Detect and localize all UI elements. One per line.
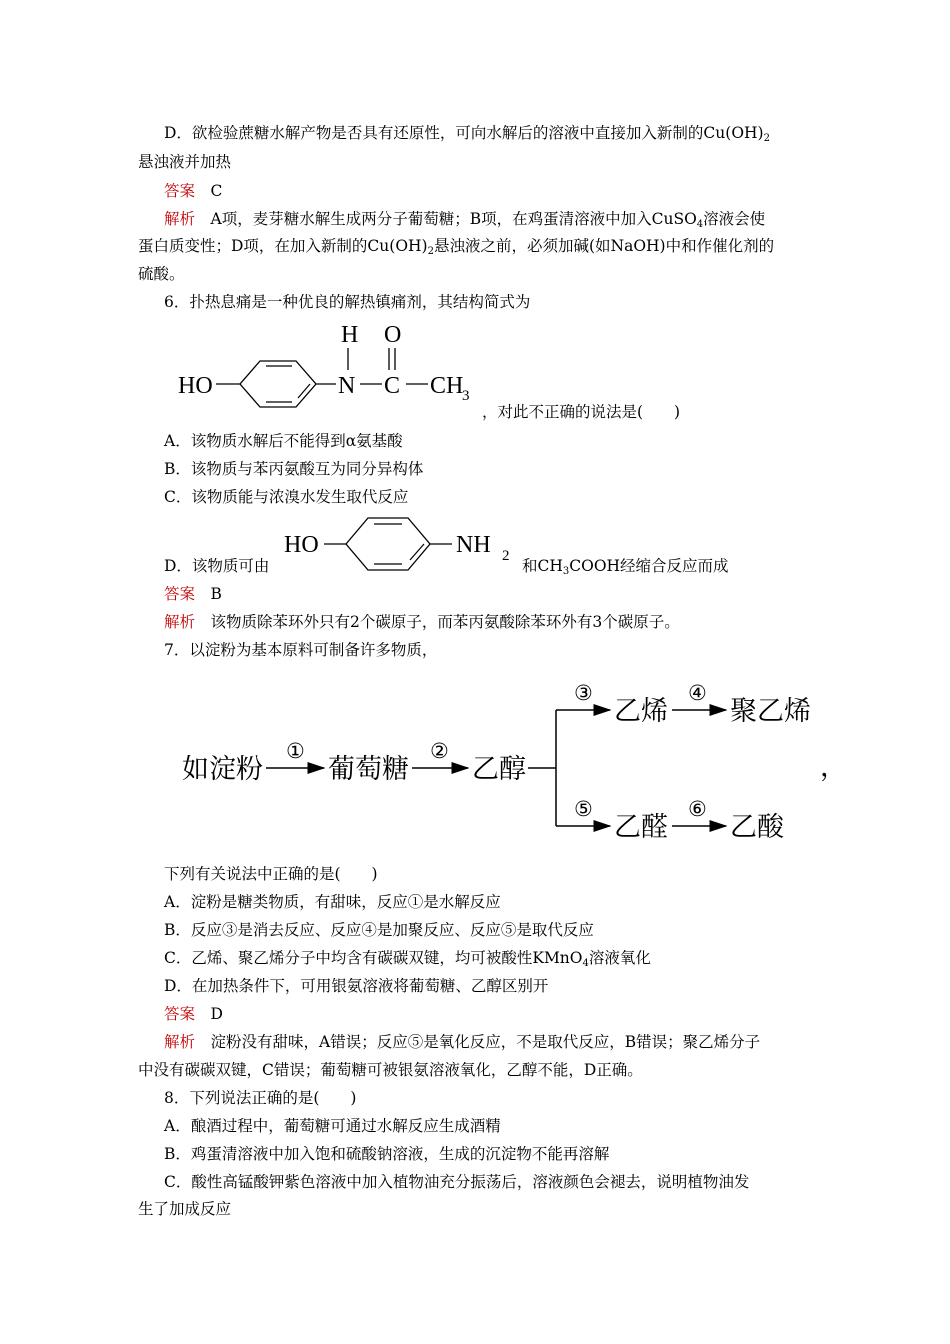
c-atom: C (384, 373, 401, 399)
paracetamol-structure (170, 318, 480, 410)
node-starch: 如淀粉 (182, 754, 263, 785)
comma: ， (820, 752, 847, 783)
analysis-text: 淀粉没有甜味，A错误；反应⑤是氧化反应，不是取代反应，B错误；聚乙烯分子 (210, 1033, 761, 1051)
option-text: C．乙烯、聚乙烯分子中均含有碳碳双键，均可被酸性KMnO (164, 949, 583, 967)
nh-group: NH (456, 532, 491, 558)
q5-analysis-line3: 硫酸。 (138, 265, 185, 283)
node-acetaldehyde: 乙醛 (614, 812, 668, 843)
step-5-label: ⑤ (574, 797, 593, 821)
analysis-label: 解析 (164, 613, 196, 631)
q7-option-a: A．淀粉是糖类物质，有甜味，反应①是水解反应 (164, 893, 501, 911)
subscript: 3 (562, 566, 570, 577)
answer-value: D (210, 1005, 223, 1023)
q5-option-d-line2: 悬浊液并加热 (138, 153, 232, 171)
q8-option-c-line1: C．酸性高锰酸钾紫色溶液中加入植物油充分振荡后，溶液颜色会褪去，说明植物油发 (164, 1173, 750, 1191)
q6-stem-tail: ，对此不正确的说法是( ) (482, 403, 681, 421)
aminophenol-structure (280, 510, 520, 580)
q5-option-d-subscript: 2 (763, 133, 770, 144)
q7-analysis-line2: 中没有碳碳双键，C错误；葡萄糖可被银氨溶液氧化，乙醇不能，D正确。 (138, 1061, 643, 1079)
q5-option-d-line1 (164, 123, 770, 149)
node-glucose: 葡萄糖 (328, 754, 409, 785)
h-atom: H (341, 322, 359, 348)
q8-option-a: A．酿酒过程中，葡萄糖可通过水解反应生成酒精 (164, 1117, 501, 1135)
step-2-label: ② (430, 739, 449, 763)
node-acetic-acid: 乙酸 (730, 812, 784, 843)
q7-option-d: D．在加热条件下，可用银氨溶液将葡萄糖、乙醇区别开 (164, 977, 549, 995)
n-atom: N (338, 373, 356, 399)
answer-value: C (210, 182, 223, 200)
step-6-label: ⑥ (688, 797, 707, 821)
ho-group: HO (178, 373, 213, 399)
subscript: 4 (696, 219, 704, 230)
step-1-label: ① (286, 739, 305, 763)
q7-answer (164, 1004, 223, 1024)
o-atom: O (384, 322, 402, 348)
benzene-ring (240, 361, 316, 407)
q7-option-c (164, 948, 651, 974)
answer-value: B (210, 585, 222, 603)
answer-label: 答案 (164, 182, 196, 200)
analysis-label: 解析 (164, 1033, 196, 1051)
q6-analysis (164, 612, 680, 632)
q6-option-d-suffix (522, 556, 729, 582)
analysis-text: 该物质除苯环外只有2个碳原子，而苯丙氨酸除苯环外有3个碳原子。 (210, 613, 680, 631)
analysis-text: 蛋白质变性；D项，在加入新制的Cu(OH) (138, 237, 428, 255)
q5-answer (164, 181, 222, 201)
q5-option-d-text: D．欲检验蔗糖水解产物是否具有还原性，可向水解后的溶液中直接加入新制的Cu(OH) (164, 124, 764, 142)
q7-option-b: B．反应③是消去反应、反应④是加聚反应、反应⑤是取代反应 (164, 921, 594, 939)
q6-option-a: A．该物质水解后不能得到α氨基酸 (164, 432, 403, 450)
q8-option-b: B．鸡蛋清溶液中加入饱和硫酸钠溶液，生成的沉淀物不能再溶解 (164, 1145, 610, 1163)
analysis-text: A项，麦芽糖水解生成两分子葡萄糖；B项，在鸡蛋清溶液中加入CuSO (210, 210, 697, 228)
node-polyethylene: 聚乙烯 (730, 696, 811, 727)
q7-question: 下列有关说法中正确的是( ) (164, 865, 378, 883)
q5-analysis-line2 (138, 236, 774, 262)
q6-stem: 6．扑热息痛是一种优良的解热镇痛剂，其结构简式为 (164, 293, 531, 311)
q7-stem: 7．以淀粉为基本原料可制备许多物质， (164, 641, 438, 659)
ch-group: CH (430, 373, 464, 399)
subscript: 2 (427, 246, 434, 257)
q6-option-b: B．该物质与苯丙氨酸互为同分异构体 (164, 460, 424, 478)
node-ethanol: 乙醇 (472, 754, 526, 785)
analysis-text: 悬浊液之前，必须加碱(如NaOH)中和作催化剂的 (433, 237, 775, 255)
option-text: COOH经缩合反应而成 (569, 557, 729, 575)
q7-analysis-line1 (164, 1032, 760, 1052)
ho-group: HO (284, 532, 319, 558)
q8-stem: 8．下列说法正确的是( ) (164, 1089, 357, 1107)
q6-answer (164, 584, 222, 604)
step-3-label: ③ (574, 681, 593, 705)
q6-option-d-prefix: D．该物质可由 (164, 557, 270, 575)
q5-analysis-line1 (164, 209, 765, 235)
analysis-text: 溶液会使 (703, 210, 766, 228)
option-text: 和CH (522, 557, 563, 575)
step-4-label: ④ (688, 681, 707, 705)
analysis-label: 解析 (164, 210, 196, 228)
subscript: 3 (462, 388, 470, 404)
benzene-ring (346, 518, 430, 570)
option-text: 溶液氧化 (588, 949, 651, 967)
q6-option-c: C．该物质能与浓溴水发生取代反应 (164, 488, 409, 506)
answer-label: 答案 (164, 585, 196, 603)
subscript: 2 (502, 548, 510, 564)
answer-label: 答案 (164, 1005, 196, 1023)
subscript: 4 (582, 958, 589, 969)
q8-option-c-line2: 生了加成反应 (138, 1200, 232, 1218)
node-ethylene: 乙烯 (614, 696, 668, 727)
starch-conversion-flowchart (170, 668, 850, 853)
